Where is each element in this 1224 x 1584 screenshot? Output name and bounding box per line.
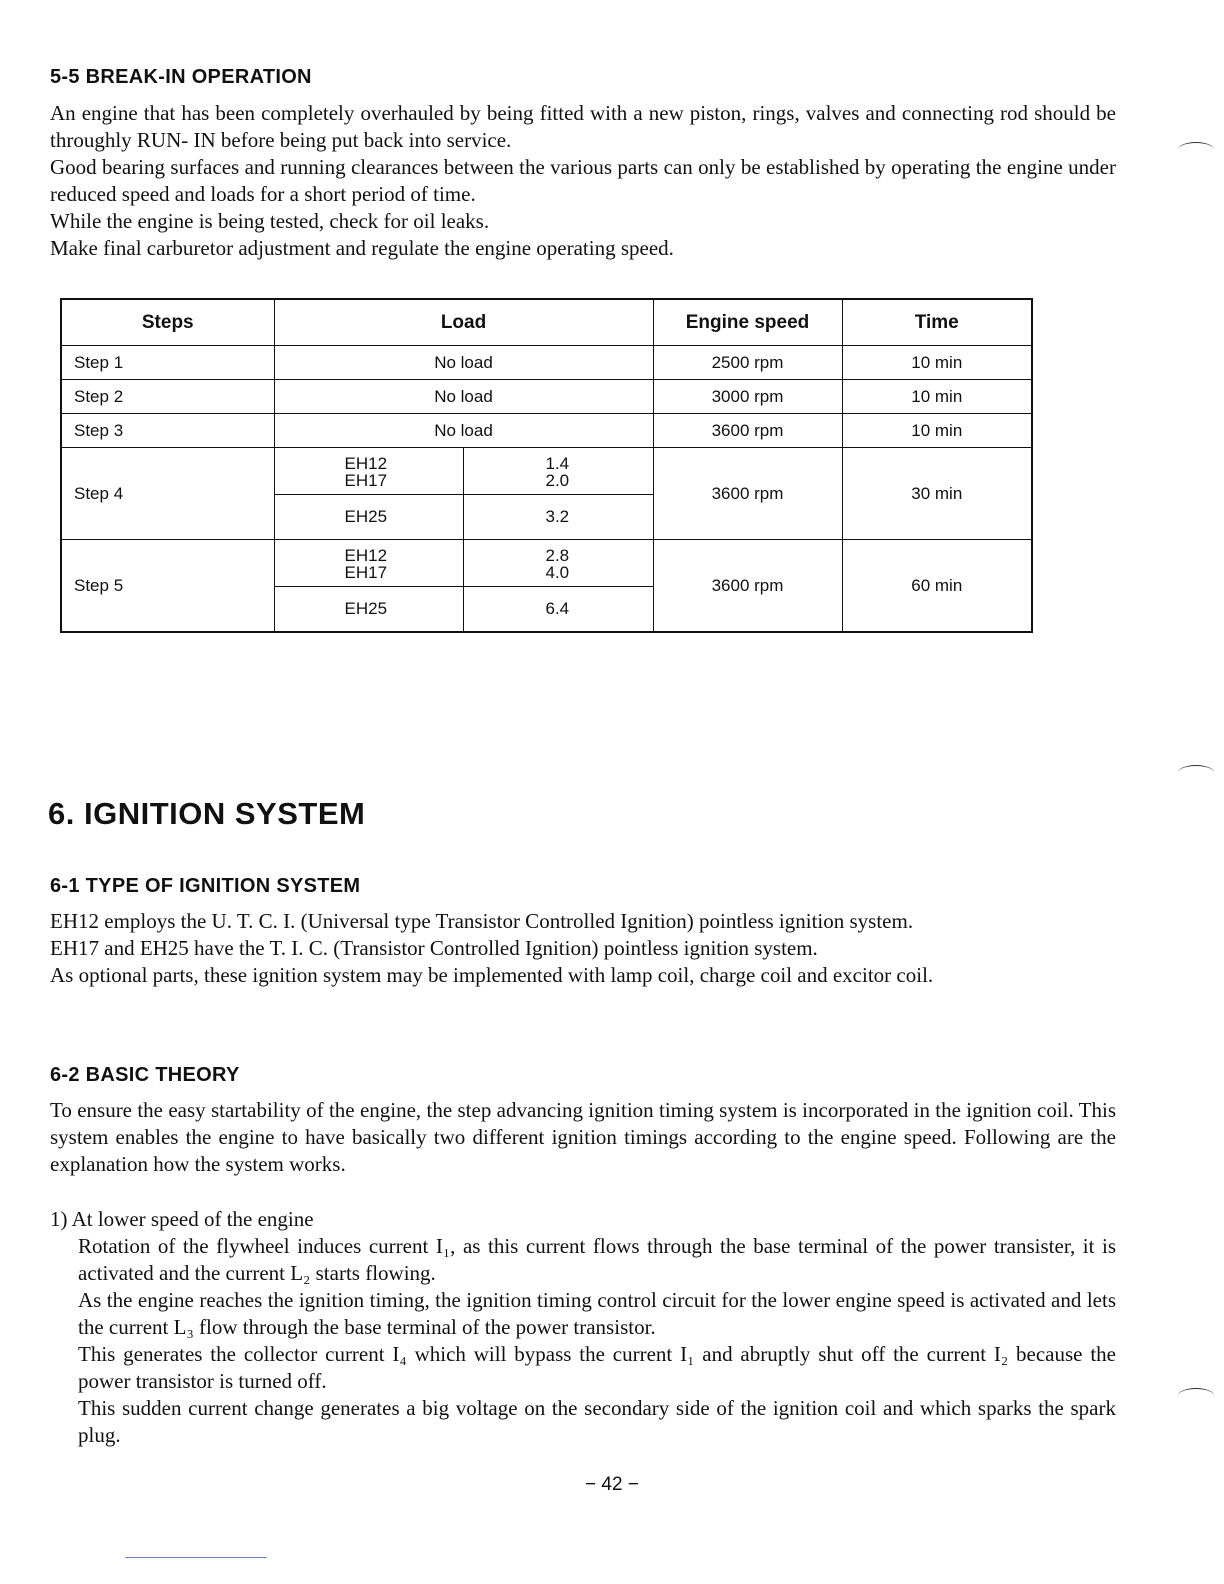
speed-cell: 3600 rpm [653, 540, 842, 633]
load-value: 2.8 [545, 546, 570, 565]
load-cell: No load [274, 380, 653, 414]
load-value: 1.4 [545, 454, 570, 473]
load-value-cell [463, 448, 653, 495]
paragraph: As the engine reaches the ignition timing, the ignition timing control circuit for the lower engine speed is activated and lets the current L₃ flow through the base terminal of the power transistor. [78, 1288, 1116, 1339]
paragraph: To ensure the easy startability of the engine, the step advancing ignition timing system is incorporated in the ignition coil. This system enables the engine to have basically two different ignition timings according to the engine speed. Following are the explanation how the system works. [50, 1098, 1116, 1176]
paragraph: While the engine is being tested, check for oil leaks. [50, 209, 490, 233]
section-6-1-body [50, 908, 1116, 989]
load-cell: No load [274, 346, 653, 380]
section-5-5-heading: 5-5 BREAK-IN OPERATION [50, 66, 312, 88]
header-time: Time [842, 299, 1032, 346]
item-body [78, 1233, 1116, 1449]
model-cell: EH25 [274, 495, 463, 540]
paragraph: An engine that has been completely overhauled by being fitted with a new piston, rings, valves and connecting rod should be throughly RUN- IN before being put back into service. [50, 101, 1116, 152]
paragraph: This generates the collector current I₄ which will bypass the current I₁ and abruptly shut off the current I₂ because the power transistor is turned off. [78, 1342, 1116, 1393]
table-row [61, 346, 1032, 380]
header-engine-speed: Engine speed [653, 299, 842, 346]
step-cell: Step 2 [61, 380, 274, 414]
header-steps: Steps [61, 299, 274, 346]
model-name: EH12 [344, 546, 388, 565]
time-cell: 10 min [842, 380, 1032, 414]
step-cell: Step 1 [61, 346, 274, 380]
break-in-table [60, 298, 1033, 633]
model-name: EH17 [344, 471, 388, 490]
table-row [61, 414, 1032, 448]
time-cell: 30 min [842, 448, 1032, 540]
table-header-row [61, 299, 1032, 346]
speed-cell: 3600 rpm [653, 448, 842, 540]
load-cell: No load [274, 414, 653, 448]
time-cell: 10 min [842, 414, 1032, 448]
binding-mark [1178, 1388, 1214, 1403]
table-row [61, 540, 1032, 587]
theory-item-1 [50, 1206, 1116, 1449]
table-row [61, 448, 1032, 495]
paragraph: EH17 and EH25 have the T. I. C. (Transistor Controlled Ignition) pointless ignition system. [50, 936, 818, 960]
speed-cell: 3000 rpm [653, 380, 842, 414]
model-cell: EH25 [274, 587, 463, 633]
item-title: 1) At lower speed of the engine [50, 1207, 314, 1231]
time-cell: 10 min [842, 346, 1032, 380]
speed-cell: 2500 rpm [653, 346, 842, 380]
load-value-cell: 3.2 [463, 495, 653, 540]
load-value-cell: 6.4 [463, 587, 653, 633]
page-number: − 42 − [585, 1474, 639, 1495]
section-6-2-body [50, 1097, 1116, 1178]
section-6-2-heading: 6-2 BASIC THEORY [50, 1064, 240, 1086]
load-value: 4.0 [545, 563, 570, 582]
paragraph: As optional parts, these ignition system may be implemented with lamp coil, charge coil and excitor coil. [50, 963, 934, 987]
load-value: 2.0 [545, 471, 570, 490]
paragraph: EH12 employs the U. T. C. I. (Universal type Transistor Controlled Ignition) pointless ignition system. [50, 909, 914, 933]
paragraph: Good bearing surfaces and running clearances between the various parts can only be established by operating the engine under reduced speed and loads for a short period of time. [50, 155, 1116, 206]
section-5-5-body [50, 100, 1116, 262]
header-load: Load [274, 299, 653, 346]
step-cell: Step 5 [61, 540, 274, 633]
model-name: EH17 [344, 563, 388, 582]
speed-cell: 3600 rpm [653, 414, 842, 448]
section-6-1-heading: 6-1 TYPE OF IGNITION SYSTEM [50, 875, 361, 897]
load-value-cell [463, 540, 653, 587]
model-cell [274, 448, 463, 495]
paragraph: Make final carburetor adjustment and regulate the engine operating speed. [50, 236, 674, 260]
table-row [61, 380, 1032, 414]
model-cell [274, 540, 463, 587]
paragraph: This sudden current change generates a big voltage on the secondary side of the ignition coil and which sparks the spark plug. [78, 1396, 1116, 1447]
chapter-6-title: 6. IGNITION SYSTEM [48, 796, 366, 831]
time-cell: 60 min [842, 540, 1032, 633]
binding-mark [1178, 765, 1214, 780]
model-name: EH12 [344, 454, 388, 473]
step-cell: Step 3 [61, 414, 274, 448]
binding-mark [1178, 142, 1214, 157]
step-cell: Step 4 [61, 448, 274, 540]
footer-rule [125, 1557, 267, 1558]
paragraph: Rotation of the flywheel induces current I₁, as this current flows through the base terminal of the power transister, it is activated and the current L₂ starts flowing. [78, 1234, 1116, 1285]
